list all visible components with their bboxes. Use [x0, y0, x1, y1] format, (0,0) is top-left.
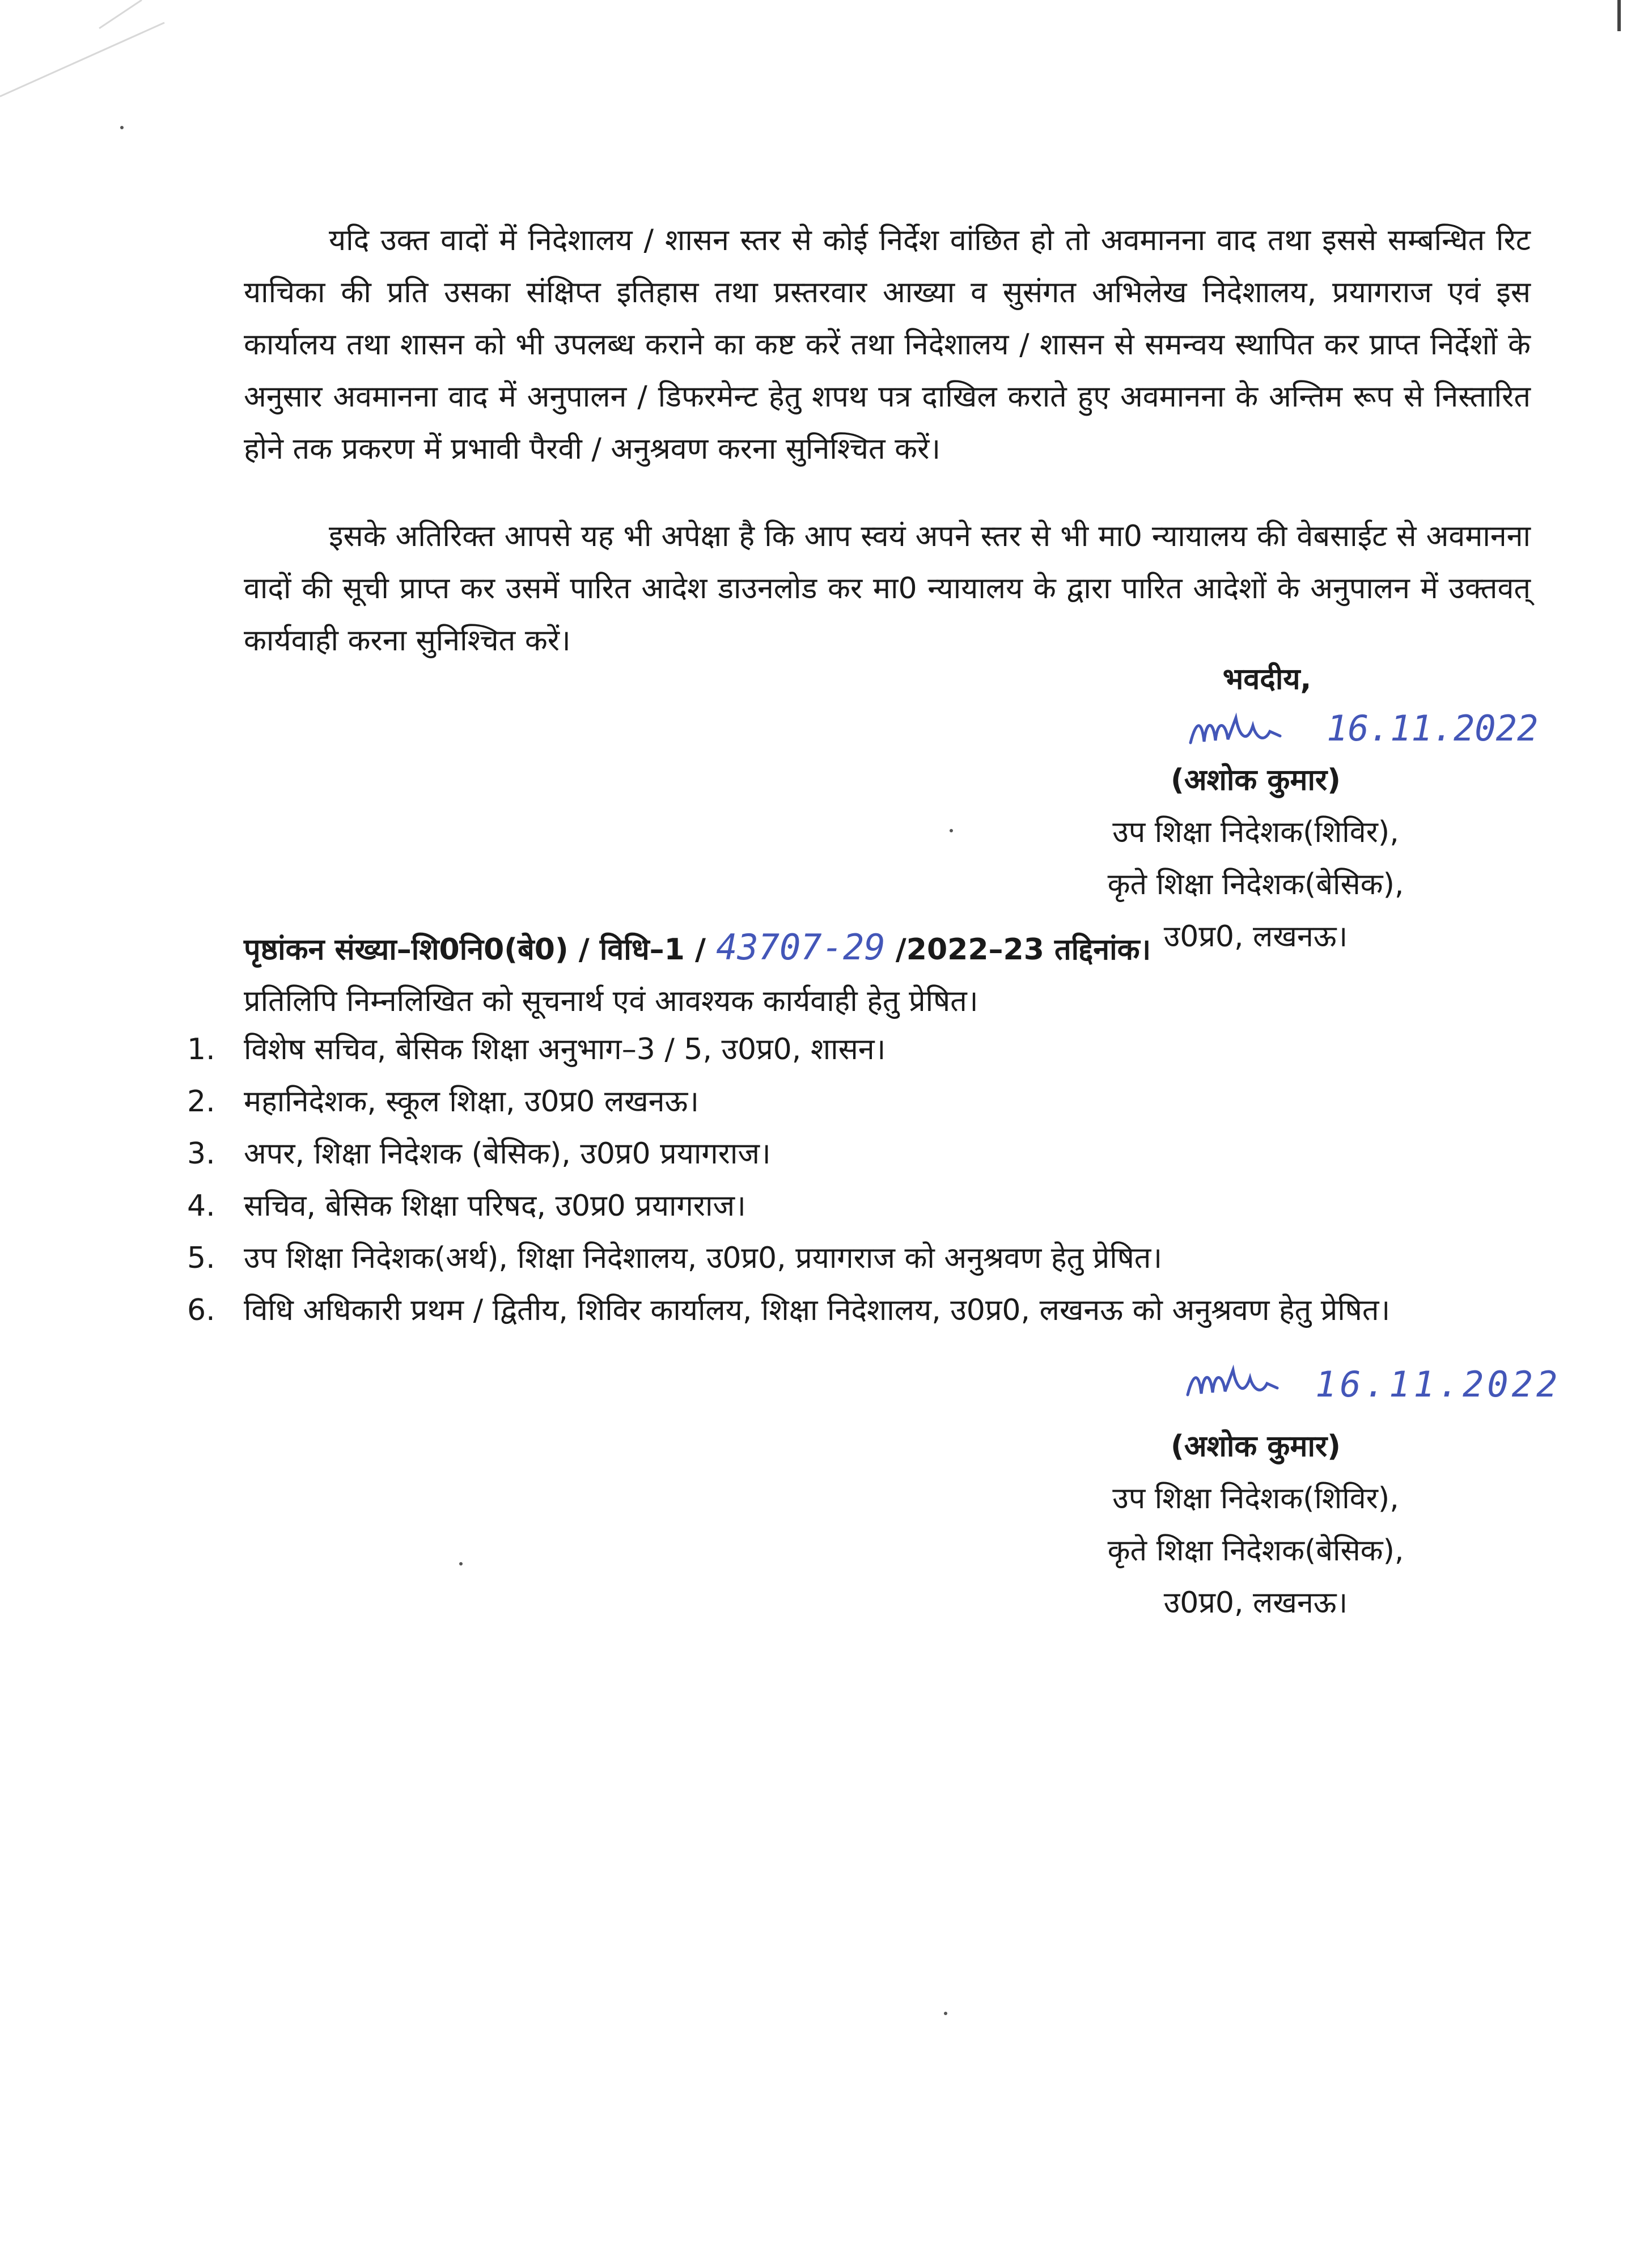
body-paragraph-2 [244, 510, 1531, 667]
endorsement-reference [244, 921, 1151, 976]
body-paragraph-2-text: इसके अतिरिक्त आपसे यह भी अपेक्षा है कि आप स्वयं अपने स्तर से भी मा0 न्यायालय की वेबसाईट से अवमानना वादों की सूची प्राप्त कर उसमें पारित आदेश डाउनलोड कर मा0 न्यायालय के द्वारा पारित आदेशों के अनुपालन में उक्तवत् कार्यवाही करना सुनिश्चित करें। [244, 519, 1531, 658]
list-item [187, 1180, 1531, 1232]
list-item-number: 3. [187, 1137, 215, 1171]
copy-to-list [187, 1023, 1531, 1336]
list-item-text: उप शिक्षा निदेशक(अर्थ), शिक्षा निदेशालय, उ0प्र0, प्रयागराज को अनुश्रवण हेतु प्रेषित। [244, 1241, 1163, 1275]
list-item-text: सचिव, बेसिक शिक्षा परिषद, उ0प्र0 प्रयागराज। [244, 1189, 746, 1223]
handwritten-date-2: 16.11.2022 [1315, 1364, 1561, 1405]
list-item-number: 2. [187, 1085, 215, 1119]
list-item [187, 1128, 1531, 1180]
list-item [187, 1023, 1531, 1076]
body-paragraph-1 [244, 214, 1531, 475]
signatory-on-behalf: कृते शिक्षा निदेशक(बेसिक), [1107, 1534, 1404, 1568]
list-item-number: 1. [187, 1033, 215, 1067]
scan-speck [120, 126, 124, 129]
signatory-designation: उप शिक्षा निदेशक(शिविर), [1112, 1482, 1399, 1516]
handwritten-reference-number: 43707-29 [716, 926, 886, 968]
scan-speck [459, 1562, 463, 1565]
handwritten-signature-2 [1182, 1355, 1295, 1406]
list-item [187, 1232, 1531, 1284]
copy-to-intro: प्रतिलिपि निम्नलिखित को सूचनार्थ एवं आवश्यक कार्यवाही हेतु प्रेषित। [244, 984, 978, 1018]
closing-salutation: भवदीय, [1222, 662, 1312, 696]
list-item-text: अपर, शिक्षा निदेशक (बेसिक), उ0प्र0 प्रयागराज। [244, 1137, 771, 1171]
signatory-name: (अशोक कुमार) [1171, 1429, 1341, 1463]
handwritten-signature-1 [1185, 703, 1298, 754]
list-item-text: महानिदेशक, स्कूल शिक्षा, उ0प्र0 लखनऊ। [244, 1085, 700, 1119]
signatory-name: (अशोक कुमार) [1171, 763, 1341, 797]
list-item [187, 1076, 1531, 1128]
scan-speck [944, 2012, 947, 2015]
list-item-number: 6. [187, 1293, 215, 1327]
list-item-number: 4. [187, 1189, 215, 1223]
scan-speck [950, 829, 953, 832]
list-item-text: विधि अधिकारी प्रथम / द्वितीय, शिविर कार्यालय, शिक्षा निदेशालय, उ0प्र0, लखनऊ को अनुश्रवण हेतु प्रेषित। [244, 1293, 1391, 1327]
list-item-text: विशेष सचिव, बेसिक शिक्षा अनुभाग–3 / 5, उ0प्र0, शासन। [244, 1033, 886, 1067]
signature-block-2 [1057, 1420, 1454, 1629]
signatory-location: उ0प्र0, लखनऊ। [1163, 1586, 1348, 1620]
scan-fold-mark [0, 0, 238, 147]
reference-suffix: /2022–23 तद्दिनांक। [885, 933, 1151, 967]
list-item [187, 1284, 1531, 1336]
reference-prefix: पृष्ठांकन संख्या–शि0नि0(बे0) / विधि–1 / [244, 933, 717, 967]
handwritten-date-1: 16.11.2022 [1327, 708, 1539, 749]
scan-edge-mark [1617, 0, 1621, 31]
signature-block-1 [1139, 653, 1395, 705]
body-paragraph-1-text: यदि उक्त वादों में निदेशालय / शासन स्तर से कोई निर्देश वांछित हो तो अवमानना वाद तथा इससे सम्बन्धित रिट याचिका की प्रति उसका संक्षिप्त इतिहास तथा प्रस्तरवार आख्या व सुसंगत अभिलेख निदेशालय, प्रयागराज एवं इस कार्यालय तथा शासन को भी उपलब्ध कराने का कष्ट करें तथा निदेशालय / शासन से समन्वय स्थापित कर प्राप्त निर्देशों के अनुसार अवमानना वाद में अनुपालन / डिफरमेन्ट हेतु शपथ पत्र दाखिल कराते हुए अवमानना के अन्तिम रूप से निस्तारित होने तक प्रकरण में प्रभावी पैरवी / अनुश्रवण करना सुनिश्चित करें। [244, 223, 1531, 466]
signatory-location: उ0प्र0, लखनऊ। [1163, 920, 1348, 954]
signatory-designation: उप शिक्षा निदेशक(शिविर), [1112, 815, 1399, 849]
signatory-on-behalf: कृते शिक्षा निदेशक(बेसिक), [1107, 868, 1404, 902]
list-item-number: 5. [187, 1241, 215, 1275]
